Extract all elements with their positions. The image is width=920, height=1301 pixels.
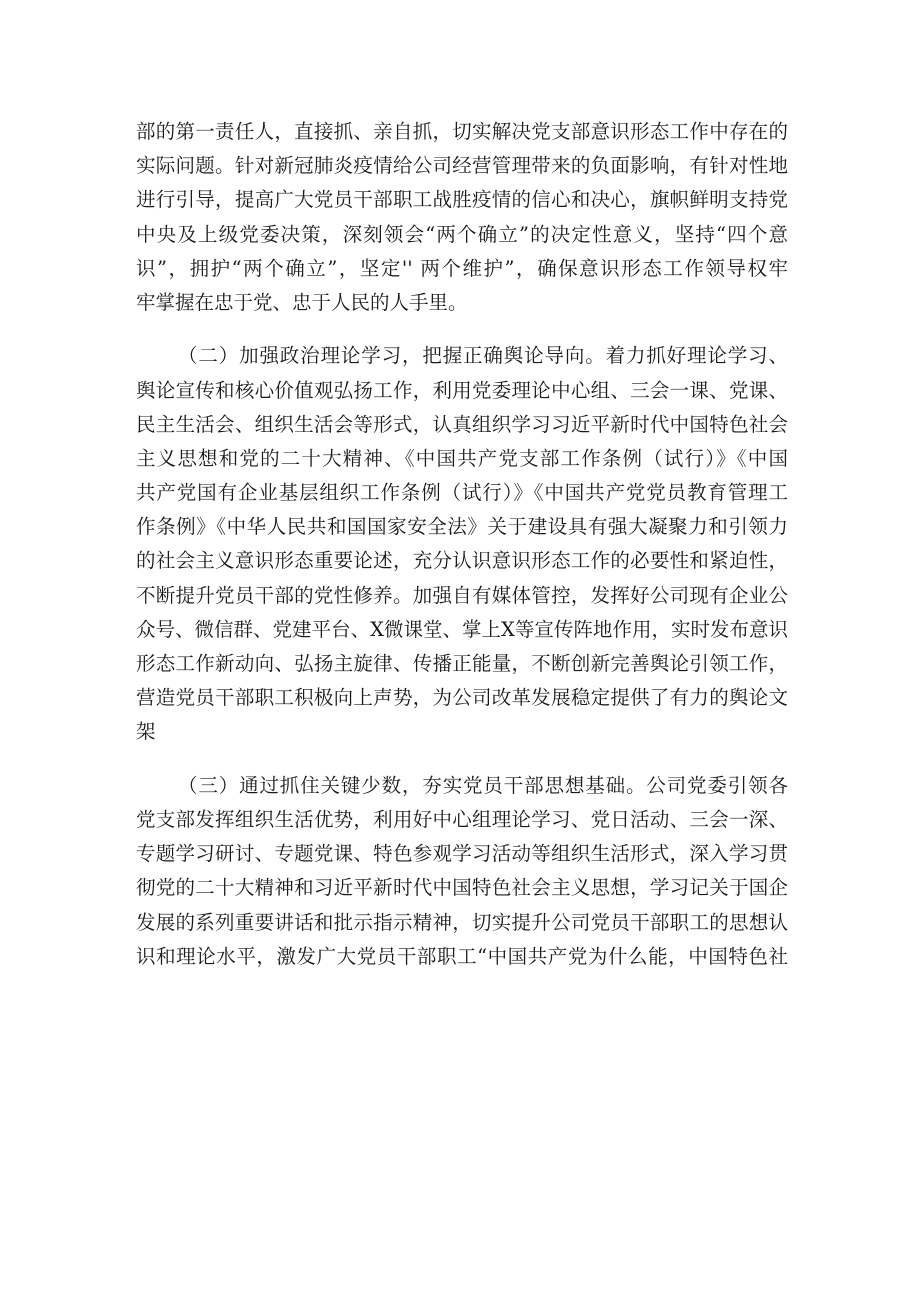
text-line: 形态工作新动向、弘扬主旋律、传播正能量，不断创新完善舆论引领工作， xyxy=(136,652,788,675)
paragraph-2-body xyxy=(136,374,788,750)
text-line: 进行引导，提高广大党员干部职工战胜疫情的信心和决心，旗帜鲜明支持党 xyxy=(136,188,788,212)
text-line: 的社会主义意识形态重要论述，充分认识意识形态工作的必要性和紧迫性， xyxy=(136,549,788,573)
text-line: 作条例》《中华人民共和国国家安全法》关于建设具有强大凝聚力和引领力 xyxy=(136,515,788,539)
text-line: 营造党员干部职工积极向上声势，为公司改革发展稳定提供了有力的舆论文 xyxy=(136,686,788,710)
text-line: 舆论宣传和核心价值观弘扬工作，利用党委理论中心组、三会一课、党课、 xyxy=(136,378,788,402)
text-line: 彻党的二十大精神和习近平新时代中国特色社会主义思想，学习记关于国企 xyxy=(136,876,788,900)
text-line: （三）通过抓住关键少数，夯实党员干部思想基础。公司党委引领各 xyxy=(178,773,788,797)
text-line: 中央及上级党委决策，深刻领会“两个确立”的决定性意义，坚持“四个意 xyxy=(136,222,788,246)
text-line: 众号、微信群、党建平台、X微课堂、掌上X等宣传阵地作用，实时发布意识 xyxy=(136,617,788,641)
text-line: 部的第一责任人，直接抓、亲自抓，切实解决党支部意识形态工作中存在的 xyxy=(136,120,788,143)
paragraph-2 xyxy=(136,339,788,373)
text-line: 实际问题。针对新冠肺炎疫情给公司经营管理带来的负面影响，有针对性地 xyxy=(136,154,788,178)
text-line: 主义思想和党的二十大精神、《中国共产党支部工作条例（试行）》《中国 xyxy=(136,446,788,470)
paragraph-spacer xyxy=(136,750,788,769)
text-line: 架 xyxy=(136,720,156,744)
text-line: 识”，拥护“两个确立”，坚定'' 两个维护”，确保意识形态工作领导权牢 xyxy=(136,256,788,280)
paragraph-1 xyxy=(136,115,788,320)
text-line: 党支部发挥组织生活优势，利用好中心组理论学习、党日活动、三会一深、 xyxy=(136,807,788,831)
text-line: 识和理论水平，激发广大党员干部职工“中国共产党为什么能，中国特色社 xyxy=(136,944,788,968)
document-body xyxy=(136,115,788,974)
paragraph-spacer xyxy=(136,320,788,339)
paragraph-3-body xyxy=(136,803,788,974)
text-line: 专题学习研讨、专题党课、特色参观学习活动等组织生活形式，深入学习贯 xyxy=(136,842,788,866)
text-line: 不断提升党员干部的党性修养。加强自有媒体管控，发挥好公司现有企业公 xyxy=(136,583,788,607)
paragraph-3 xyxy=(136,769,788,803)
text-line: （二）加强政治理论学习，把握正确舆论导向。着力抓好理论学习、 xyxy=(178,344,788,368)
text-line: 民主生活会、组织生活会等形式，认真组织学习习近平新时代中国特色社会 xyxy=(136,412,788,436)
text-line: 发展的系列重要讲话和批示指示精神，切实提升公司党员干部职工的思想认 xyxy=(136,910,788,934)
text-line: 牢掌握在忠于党、忠于人民的人手里。 xyxy=(136,290,468,314)
text-line: 共产党国有企业基层组织工作条例（试行）》《中国共产党党员教育管理工 xyxy=(136,481,788,505)
